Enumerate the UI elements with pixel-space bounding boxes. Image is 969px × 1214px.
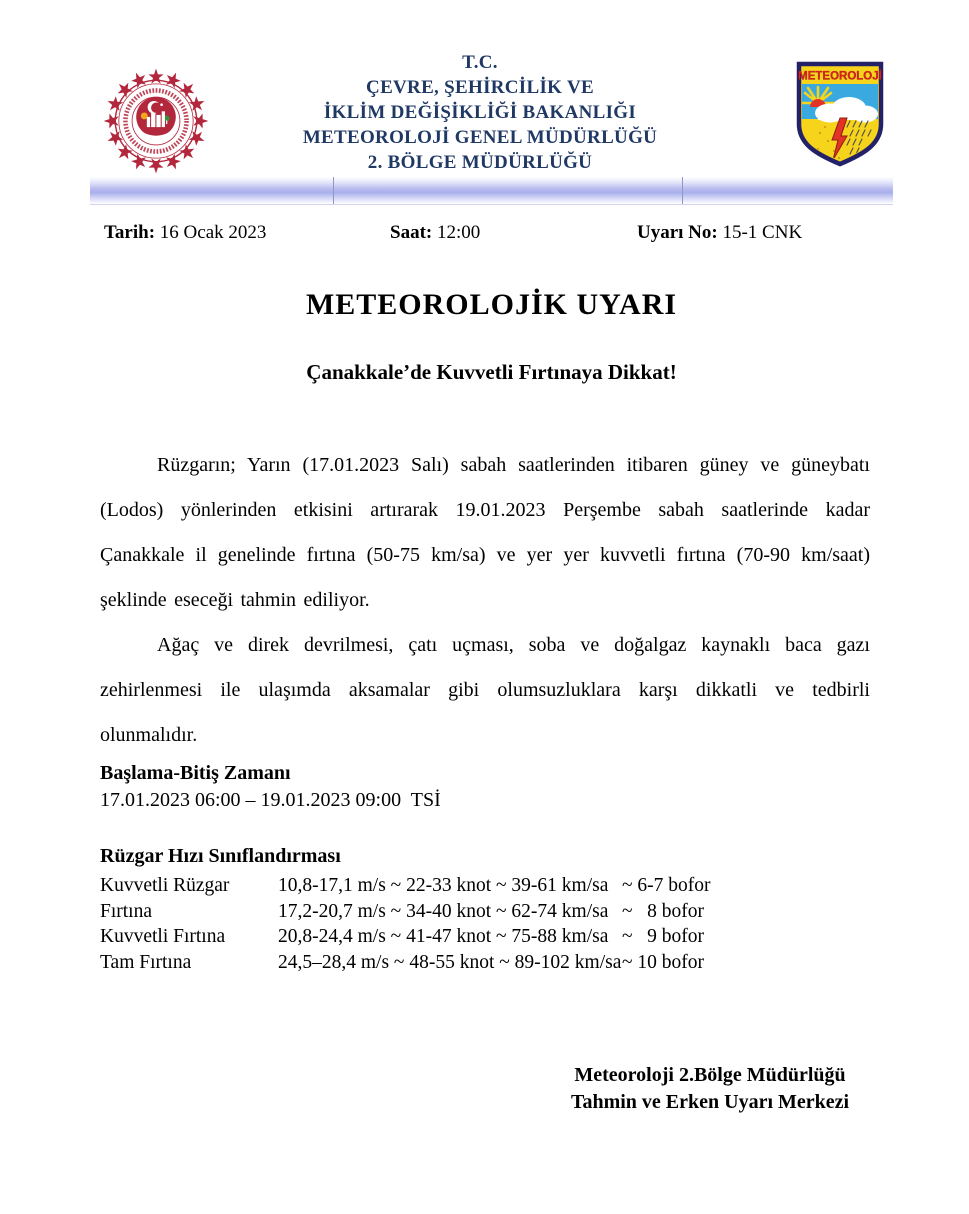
ministry-line-3: METEOROLOJİ GENEL MÜDÜRLÜĞÜ bbox=[302, 127, 658, 148]
signature-line-2: Tahmin ve Erken Uyarı Merkezi bbox=[570, 1091, 850, 1113]
header-separator-bar bbox=[90, 177, 893, 205]
date-label: Tarih: bbox=[104, 222, 156, 243]
paragraph-precautions: Ağaç ve direk devrilmesi, çatı uçması, soba ve doğalgaz kaynaklı baca gazı zehirlenmesi ile ulaşımda aksamalar gibi olumsuzluklara karşı dikkatli ve tedbirli olunmalıdır. bbox=[100, 634, 870, 746]
ministry-seal-icon bbox=[99, 64, 213, 178]
bar-divider-2 bbox=[682, 177, 683, 204]
signature-line-1: Meteoroloji 2.Bölge Müdürlüğü bbox=[574, 1064, 846, 1086]
class-name: Fırtına bbox=[100, 900, 152, 922]
meteorology-shield-icon bbox=[794, 60, 886, 170]
class-speeds: 17,2-20,7 m/s ~ 34-40 knot ~ 62-74 km/sa bbox=[278, 900, 609, 922]
class-name: Kuvvetli Fırtına bbox=[100, 926, 226, 947]
class-speeds: 10,8-17,1 m/s ~ 22-33 knot ~ 39-61 km/sa bbox=[278, 875, 609, 896]
date-value: 16 Ocak 2023 bbox=[159, 222, 267, 243]
table-row bbox=[100, 899, 820, 925]
time-label: Saat: bbox=[390, 222, 433, 243]
ministry-line-2: İKLİM DEĞİŞİKLİĞİ BAKANLIĞI bbox=[323, 102, 637, 123]
class-name: Kuvvetli Rüzgar bbox=[100, 875, 230, 896]
time-cell bbox=[390, 222, 480, 244]
warning-no-value: 15-1 CNK bbox=[722, 222, 803, 243]
warning-no-cell bbox=[637, 222, 802, 244]
page-subtitle: Çanakkale’de Kuvvetli Fırtınaya Dikkat! bbox=[306, 360, 677, 384]
ministry-header bbox=[240, 50, 720, 175]
table-row bbox=[100, 873, 820, 899]
shield-logo-text: METEOROLOJİ bbox=[798, 70, 882, 83]
class-name: Tam Fırtına bbox=[100, 951, 192, 973]
time-value: 12:00 bbox=[436, 222, 481, 243]
class-bofor: ~ 9 bofor bbox=[622, 926, 705, 947]
period-heading: Başlama-Bitiş Zamanı bbox=[100, 762, 291, 784]
class-bofor: ~ 10 bofor bbox=[622, 951, 705, 973]
warning-no-label: Uyarı No: bbox=[637, 222, 718, 243]
class-bofor: ~ 6-7 bofor bbox=[622, 875, 711, 896]
class-bofor: ~ 8 bofor bbox=[622, 900, 705, 922]
date-cell bbox=[104, 222, 266, 244]
warning-body bbox=[100, 443, 870, 758]
ministry-line-tc: T.C. bbox=[462, 52, 498, 73]
table-row bbox=[100, 924, 820, 950]
class-speeds: 24,5–28,4 m/s ~ 48-55 knot ~ 89-102 km/sa bbox=[278, 951, 622, 973]
table-row bbox=[100, 950, 820, 976]
classification-heading: Rüzgar Hızı Sınıflandırması bbox=[100, 845, 341, 867]
paragraph-forecast: Rüzgarın; Yarın (17.01.2023 Salı) sabah saatlerinden itibaren güney ve güneybatı (Lodos) yönlerinden etkisini artırarak 19.01.2023 Perşembe sabah saatlerinde kadar Çanakkale il genelinde fırtına (50-75 km/sa) ve yer yer kuvvetli fırtına (70-90 km/saat) şeklinde eseceği tahmin ediliyor. bbox=[100, 454, 870, 611]
period-section bbox=[100, 760, 441, 814]
period-value: 17.01.2023 06:00 – 19.01.2023 09:00 TSİ bbox=[100, 789, 441, 811]
class-speeds: 20,8-24,4 m/s ~ 41-47 knot ~ 75-88 km/sa bbox=[278, 926, 609, 947]
info-row bbox=[90, 222, 893, 252]
bar-divider-1 bbox=[333, 177, 334, 204]
page-title: METEOROLOJİK UYARI bbox=[305, 288, 678, 321]
ministry-line-4: 2. BÖLGE MÜDÜRLÜĞÜ bbox=[367, 152, 593, 173]
wind-classification-section bbox=[100, 845, 820, 975]
signature-block bbox=[520, 1062, 900, 1116]
ministry-line-1: ÇEVRE, ŞEHİRCİLİK VE bbox=[366, 77, 594, 98]
